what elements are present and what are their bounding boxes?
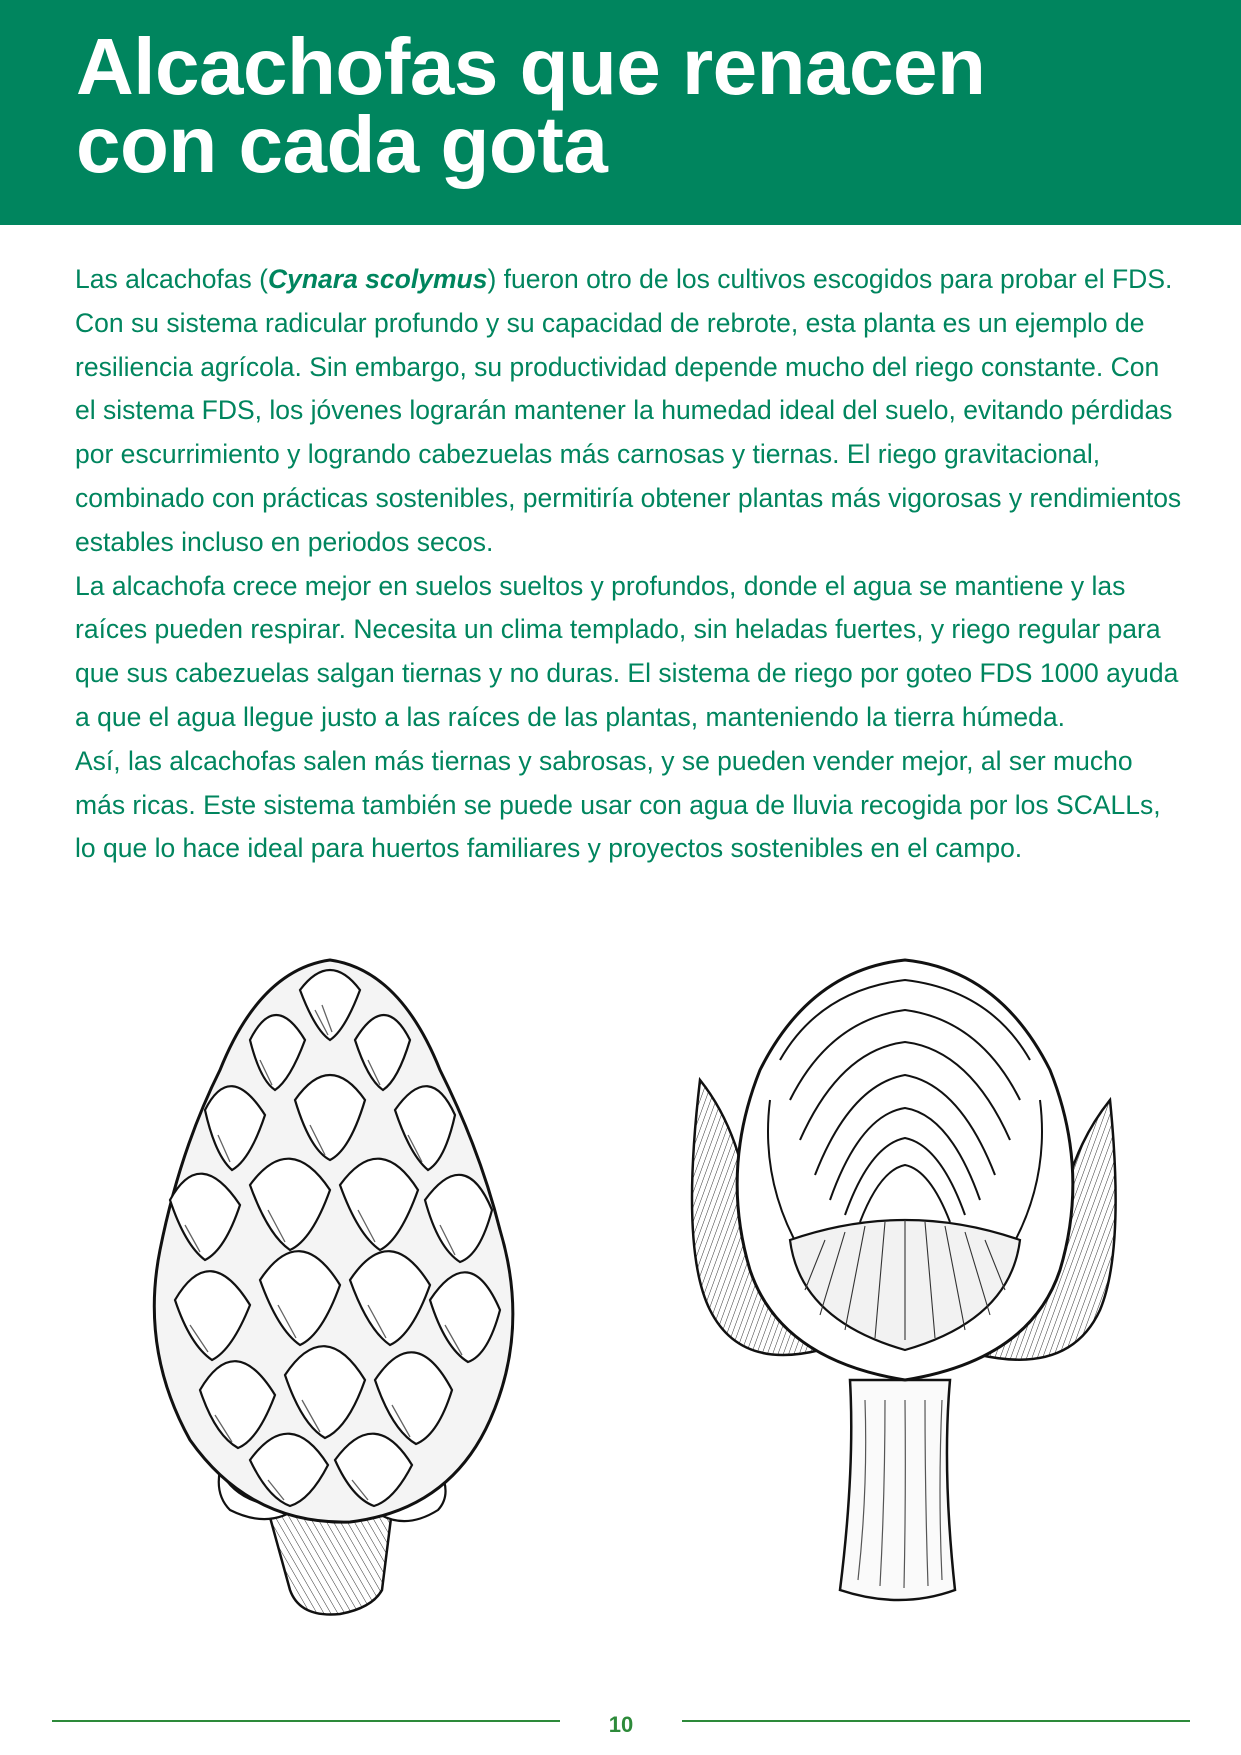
scientific-name: Cynara scolymus [267,264,488,294]
footer-divider-left [52,1720,560,1722]
paragraph-1-rest: ) fueron otro de los cultivos escogidos para probar el FDS. Con su sistema radicular profundo y su capacidad de rebrote, esta planta es un ejemplo de resiliencia agrícola. Sin embargo, su productividad depende mucho del riego constante. Con el sistema FDS, los jóvenes lograrán mantener la humedad ideal del suelo, evitando pérdidas por escurrimiento y logrando cabezuelas más carnosas y tiernas. El riego gravitacional, combinado con prácticas sostenibles, permitiría obtener plantas más vigorosas y rendimientos estables incluso en periodos secos. [75,264,1182,557]
page-title [76,22,1196,189]
paragraph-1-start: Las alcachofas ( [75,264,268,294]
body-text [75,258,1185,871]
artichoke-half-icon [680,950,1130,1620]
title-line-2: con cada gota [76,100,608,189]
footer-divider-right [682,1720,1190,1722]
artichoke-whole-icon [100,950,560,1630]
paragraph-1 [75,258,1185,565]
title-banner [0,0,1241,225]
page-number: 10 [608,1712,634,1737]
paragraph-2: La alcachofa crece mejor en suelos sueltos y profundos, donde el agua se mantiene y las raíces pueden respirar. Necesita un clima templado, sin heladas fuertes, y riego regular para que sus cabezuelas salgan tiernas y no duras. El sistema de riego por goteo FDS 1000 ayuda a que el agua llegue justo a las raíces de las plantas, manteniendo la tierra húmeda. [75,570,1179,732]
paragraph-3: Así, las alcachofas salen más tiernas y sabrosas, y se pueden vender mejor, al ser mucho más ricas. Este sistema también se puede usar con agua de lluvia recogida por los SCALLs, lo que lo hace ideal para huertos familiares y proyectos sostenibles en el campo. [75,745,1161,864]
title-line-1: Alcachofas que renacen [76,22,986,111]
